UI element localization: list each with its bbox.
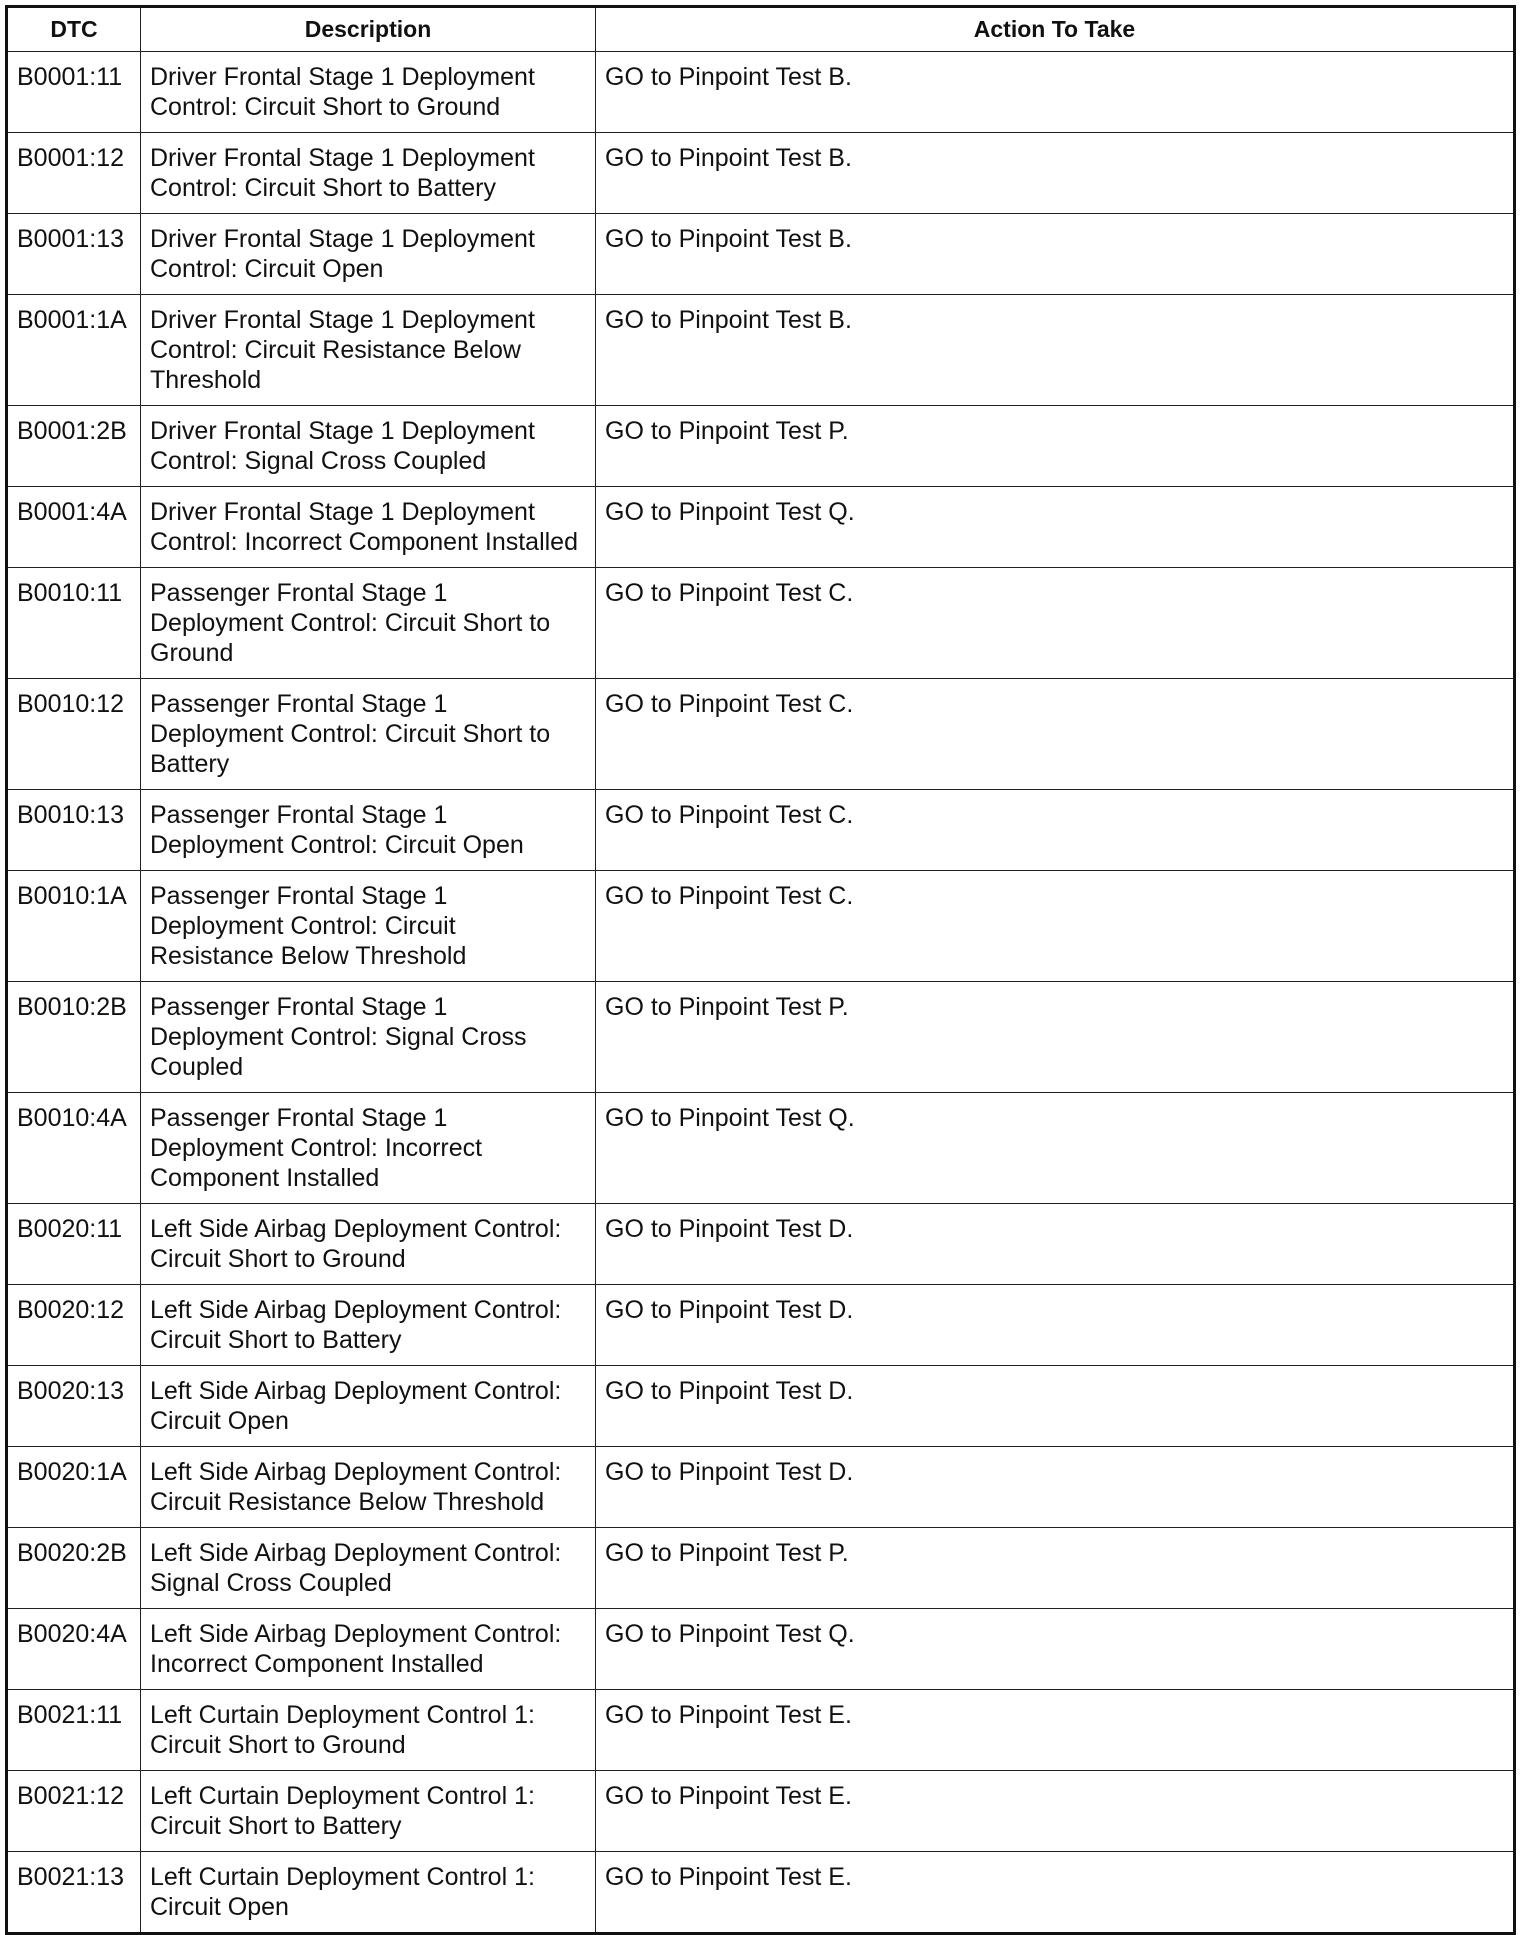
dtc-code-cell: B0010:12 xyxy=(7,679,141,790)
action-cell: GO to Pinpoint Test P. xyxy=(596,982,1515,1093)
dtc-code-cell: B0001:2B xyxy=(7,406,141,487)
action-cell: GO to Pinpoint Test B. xyxy=(596,295,1515,406)
table-row xyxy=(7,1852,1515,1934)
description-cell: Driver Frontal Stage 1 Deployment Control: Circuit Open xyxy=(141,214,596,295)
description-cell: Passenger Frontal Stage 1 Deployment Control: Circuit Resistance Below Threshold xyxy=(141,871,596,982)
dtc-code-cell: B0001:11 xyxy=(7,52,141,133)
description-cell: Driver Frontal Stage 1 Deployment Control: Circuit Short to Battery xyxy=(141,133,596,214)
action-cell: GO to Pinpoint Test P. xyxy=(596,1528,1515,1609)
action-cell: GO to Pinpoint Test C. xyxy=(596,871,1515,982)
description-cell: Passenger Frontal Stage 1 Deployment Control: Circuit Short to Ground xyxy=(141,568,596,679)
description-cell: Left Side Airbag Deployment Control: Circuit Short to Battery xyxy=(141,1285,596,1366)
description-cell: Driver Frontal Stage 1 Deployment Control: Circuit Resistance Below Threshold xyxy=(141,295,596,406)
dtc-code-cell: B0021:11 xyxy=(7,1690,141,1771)
table-row xyxy=(7,1093,1515,1204)
dtc-code-cell: B0010:13 xyxy=(7,790,141,871)
table-row xyxy=(7,790,1515,871)
action-cell: GO to Pinpoint Test B. xyxy=(596,52,1515,133)
table-row xyxy=(7,214,1515,295)
action-cell: GO to Pinpoint Test E. xyxy=(596,1771,1515,1852)
description-cell: Left Side Airbag Deployment Control: Circuit Open xyxy=(141,1366,596,1447)
table-row xyxy=(7,982,1515,1093)
action-cell: GO to Pinpoint Test C. xyxy=(596,790,1515,871)
dtc-code-cell: B0010:4A xyxy=(7,1093,141,1204)
dtc-code-cell: B0001:12 xyxy=(7,133,141,214)
dtc-code-cell: B0020:4A xyxy=(7,1609,141,1690)
action-cell: GO to Pinpoint Test Q. xyxy=(596,1609,1515,1690)
description-cell: Left Curtain Deployment Control 1: Circuit Open xyxy=(141,1852,596,1934)
action-cell: GO to Pinpoint Test E. xyxy=(596,1690,1515,1771)
column-header-dtc: DTC xyxy=(7,7,141,52)
dtc-code-cell: B0001:13 xyxy=(7,214,141,295)
dtc-table xyxy=(5,5,1516,1935)
table-row xyxy=(7,871,1515,982)
table-row xyxy=(7,1609,1515,1690)
action-cell: GO to Pinpoint Test D. xyxy=(596,1204,1515,1285)
table-row xyxy=(7,1447,1515,1528)
action-cell: GO to Pinpoint Test C. xyxy=(596,679,1515,790)
dtc-code-cell: B0020:12 xyxy=(7,1285,141,1366)
dtc-code-cell: B0021:13 xyxy=(7,1852,141,1934)
table-row xyxy=(7,1528,1515,1609)
dtc-code-cell: B0001:4A xyxy=(7,487,141,568)
dtc-code-cell: B0020:2B xyxy=(7,1528,141,1609)
table-row xyxy=(7,568,1515,679)
action-cell: GO to Pinpoint Test D. xyxy=(596,1366,1515,1447)
table-row xyxy=(7,133,1515,214)
action-cell: GO to Pinpoint Test D. xyxy=(596,1285,1515,1366)
description-cell: Left Curtain Deployment Control 1: Circuit Short to Battery xyxy=(141,1771,596,1852)
description-cell: Passenger Frontal Stage 1 Deployment Control: Circuit Open xyxy=(141,790,596,871)
description-cell: Left Side Airbag Deployment Control: Circuit Resistance Below Threshold xyxy=(141,1447,596,1528)
table-row xyxy=(7,1285,1515,1366)
dtc-code-cell: B0020:13 xyxy=(7,1366,141,1447)
table-row xyxy=(7,406,1515,487)
column-header-description: Description xyxy=(141,7,596,52)
action-cell: GO to Pinpoint Test Q. xyxy=(596,1093,1515,1204)
description-cell: Driver Frontal Stage 1 Deployment Control: Signal Cross Coupled xyxy=(141,406,596,487)
description-cell: Passenger Frontal Stage 1 Deployment Control: Circuit Short to Battery xyxy=(141,679,596,790)
action-cell: GO to Pinpoint Test B. xyxy=(596,214,1515,295)
table-row xyxy=(7,487,1515,568)
action-cell: GO to Pinpoint Test D. xyxy=(596,1447,1515,1528)
action-cell: GO to Pinpoint Test E. xyxy=(596,1852,1515,1934)
dtc-code-cell: B0010:11 xyxy=(7,568,141,679)
dtc-code-cell: B0010:2B xyxy=(7,982,141,1093)
table-header-row xyxy=(7,7,1515,52)
table-row xyxy=(7,295,1515,406)
dtc-code-cell: B0020:1A xyxy=(7,1447,141,1528)
dtc-code-cell: B0020:11 xyxy=(7,1204,141,1285)
column-header-action: Action To Take xyxy=(596,7,1515,52)
dtc-code-cell: B0021:12 xyxy=(7,1771,141,1852)
description-cell: Left Side Airbag Deployment Control: Circuit Short to Ground xyxy=(141,1204,596,1285)
description-cell: Left Curtain Deployment Control 1: Circuit Short to Ground xyxy=(141,1690,596,1771)
description-cell: Left Side Airbag Deployment Control: Signal Cross Coupled xyxy=(141,1528,596,1609)
description-cell: Passenger Frontal Stage 1 Deployment Control: Signal Cross Coupled xyxy=(141,982,596,1093)
action-cell: GO to Pinpoint Test C. xyxy=(596,568,1515,679)
action-cell: GO to Pinpoint Test P. xyxy=(596,406,1515,487)
dtc-code-cell: B0001:1A xyxy=(7,295,141,406)
table-row xyxy=(7,1771,1515,1852)
table-row xyxy=(7,1366,1515,1447)
table-row xyxy=(7,1690,1515,1771)
description-cell: Left Side Airbag Deployment Control: Incorrect Component Installed xyxy=(141,1609,596,1690)
description-cell: Passenger Frontal Stage 1 Deployment Control: Incorrect Component Installed xyxy=(141,1093,596,1204)
table-row xyxy=(7,1204,1515,1285)
dtc-table-container xyxy=(5,5,1513,1935)
dtc-code-cell: B0010:1A xyxy=(7,871,141,982)
action-cell: GO to Pinpoint Test B. xyxy=(596,133,1515,214)
table-row xyxy=(7,679,1515,790)
action-cell: GO to Pinpoint Test Q. xyxy=(596,487,1515,568)
table-row xyxy=(7,52,1515,133)
description-cell: Driver Frontal Stage 1 Deployment Control: Circuit Short to Ground xyxy=(141,52,596,133)
description-cell: Driver Frontal Stage 1 Deployment Control: Incorrect Component Installed xyxy=(141,487,596,568)
